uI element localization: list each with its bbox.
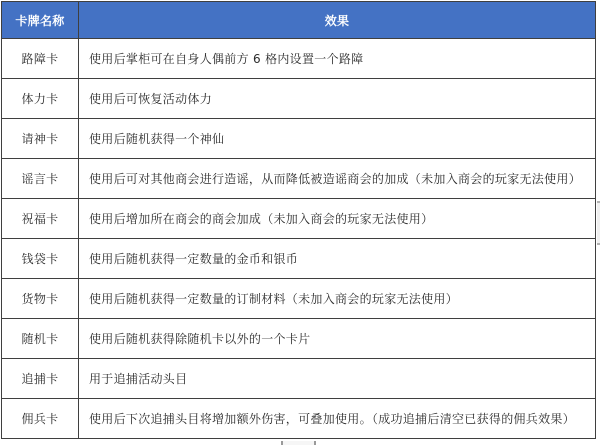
effect-cell: 使用后随机获得一定数量的订制材料（未加入商会的玩家无法使用） [79,279,596,319]
card-name-cell: 钱袋卡 [2,239,79,279]
effect-cell: 使用后可恢复活动体力 [79,79,596,119]
table-row [2,319,596,359]
effect-header: 效果 [79,2,596,39]
next-table-cutoff-fragment [281,441,316,445]
card-name-cell: 货物卡 [2,279,79,319]
card-name-cell: 路障卡 [2,39,79,79]
effect-cell: 使用后随机获得一定数量的金币和银币 [79,239,596,279]
table-row [2,399,596,439]
card-name-cell: 请神卡 [2,119,79,159]
card-name-cell: 佣兵卡 [2,399,79,439]
table-row [2,79,596,119]
table-row [2,159,596,199]
table-header-row [2,2,596,39]
card-name-cell: 体力卡 [2,79,79,119]
card-name-cell: 谣言卡 [2,159,79,199]
effect-cell: 使用后增加所在商会的商会加成（未加入商会的玩家无法使用） [79,199,596,239]
card-name-cell: 祝福卡 [2,199,79,239]
table-row [2,199,596,239]
table-row [2,359,596,399]
card-name-header: 卡牌名称 [2,2,79,39]
effect-cell: 使用后掌柜可在自身人偶前方 6 格内设置一个路障 [79,39,596,79]
table-row [2,39,596,79]
effect-cell: 使用后下次追捕头目将增加额外伤害，可叠加使用。（成功追捕后清空已获得的佣兵效果） [79,399,596,439]
effect-cell: 使用后随机获得一个神仙 [79,119,596,159]
effect-cell: 使用后可对其他商会进行造谣，从而降低被造谣商会的加成（未加入商会的玩家无法使用） [79,159,596,199]
effect-cell: 使用后随机获得除随机卡以外的一个卡片 [79,319,596,359]
table-row [2,239,596,279]
table-row [2,279,596,319]
card-effects-table [1,1,596,439]
card-name-cell: 追捕卡 [2,359,79,399]
card-name-cell: 随机卡 [2,319,79,359]
effect-cell: 用于追捕活动头目 [79,359,596,399]
table-row [2,119,596,159]
